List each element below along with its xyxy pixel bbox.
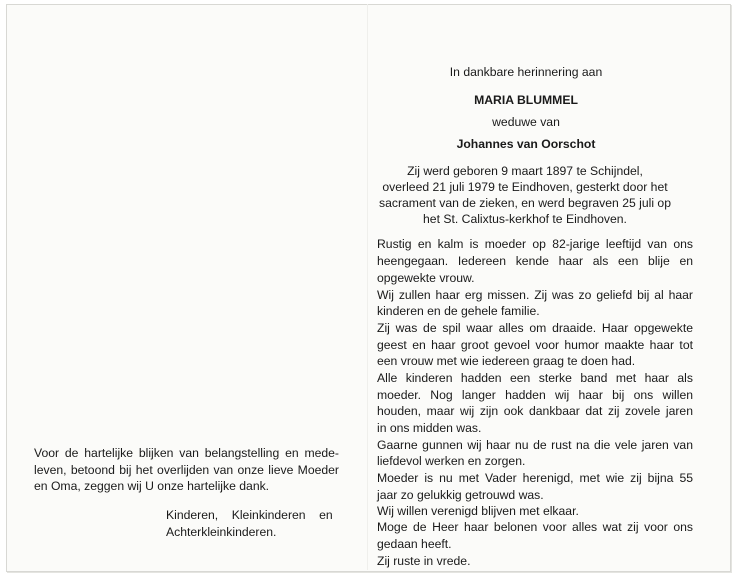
tribute-line: moeder. Nog langer hadden wij haar bij ons willen: [377, 388, 693, 402]
biography-line: overleed 21 juli 1979 te Eindhoven, gesterkt door het: [382, 180, 668, 194]
tribute-line: Zij ruste in vrede.: [377, 554, 471, 568]
tribute-line: een vrouw met wie iedereen graag te doen had.: [377, 354, 636, 368]
tribute-line: liefdevol werken en zorgen.: [377, 454, 526, 468]
tribute-line: geest en haar groot gevoel voor humor maakte haar tot: [377, 338, 693, 352]
tribute-line: Zij was de spil waar alles om draaide. Haar opgewekte: [377, 321, 693, 335]
tribute-line: houden, maar wij zijn ook dankbaar dat zij zovele jaren: [377, 404, 693, 418]
biography-line: sacrament van de zieken, en werd begraven 25 juli op: [378, 196, 671, 210]
tribute-line: gedaan heeft.: [377, 537, 452, 551]
tribute-line: Moge de Heer haar belonen voor alles wat zij voor ons: [377, 520, 693, 534]
tribute-line: Rustig en kalm is moeder op 82-jarige leeftijd van ons: [377, 237, 693, 251]
tribute-line: Wij willen verenigd blijven met elkaar.: [377, 504, 579, 518]
tribute-line: kinderen en de gehele familie.: [377, 304, 540, 318]
signature-line: Kinderen, Kleinkinderen en: [166, 508, 333, 522]
tribute-line: Gaarne gunnen wij haar nu de rust na die vele jaren van: [377, 438, 693, 452]
card-fold-line: [367, 4, 368, 570]
tribute-line: Alle kinderen hadden een sterke band met haar als: [377, 371, 693, 385]
intro-text: In dankbare herinnering aan: [449, 65, 603, 79]
thanks-line: Voor de hartelijke blijken van belangstelling en mede-: [34, 446, 339, 460]
tribute-line: Moeder is nu met Vader herenigd, met wie zij bijna 55: [377, 471, 693, 485]
spouse-name: Johannes van Oorschot: [456, 137, 596, 151]
biography-line: Zij werd geboren 9 maart 1897 te Schijndel,: [407, 164, 643, 178]
tribute-line: in ons midden was.: [377, 421, 482, 435]
thanks-line: leven, betoond bij het overlijden van onze lieve Moeder: [34, 463, 339, 477]
signature-line: Achterkleinkinderen.: [166, 525, 277, 539]
tribute-line: heengegaan. Iedereen kende haar als een blije en: [377, 254, 693, 268]
biography-line: het St. Calixtus-kerkhof te Eindhoven.: [423, 212, 627, 226]
tribute-line: Wij zullen haar erg missen. Zij was zo geliefd bij al haar: [377, 288, 693, 302]
thanks-line: en Oma, zeggen wij U onze hartelijke dank.: [34, 479, 270, 493]
relation-text: weduwe van: [492, 115, 560, 129]
deceased-name: MARIA BLUMMEL: [474, 93, 578, 107]
tribute-line: jaar zo gelukkig getrouwd was.: [377, 488, 544, 502]
tribute-line: opgewekte vrouw.: [377, 271, 475, 285]
